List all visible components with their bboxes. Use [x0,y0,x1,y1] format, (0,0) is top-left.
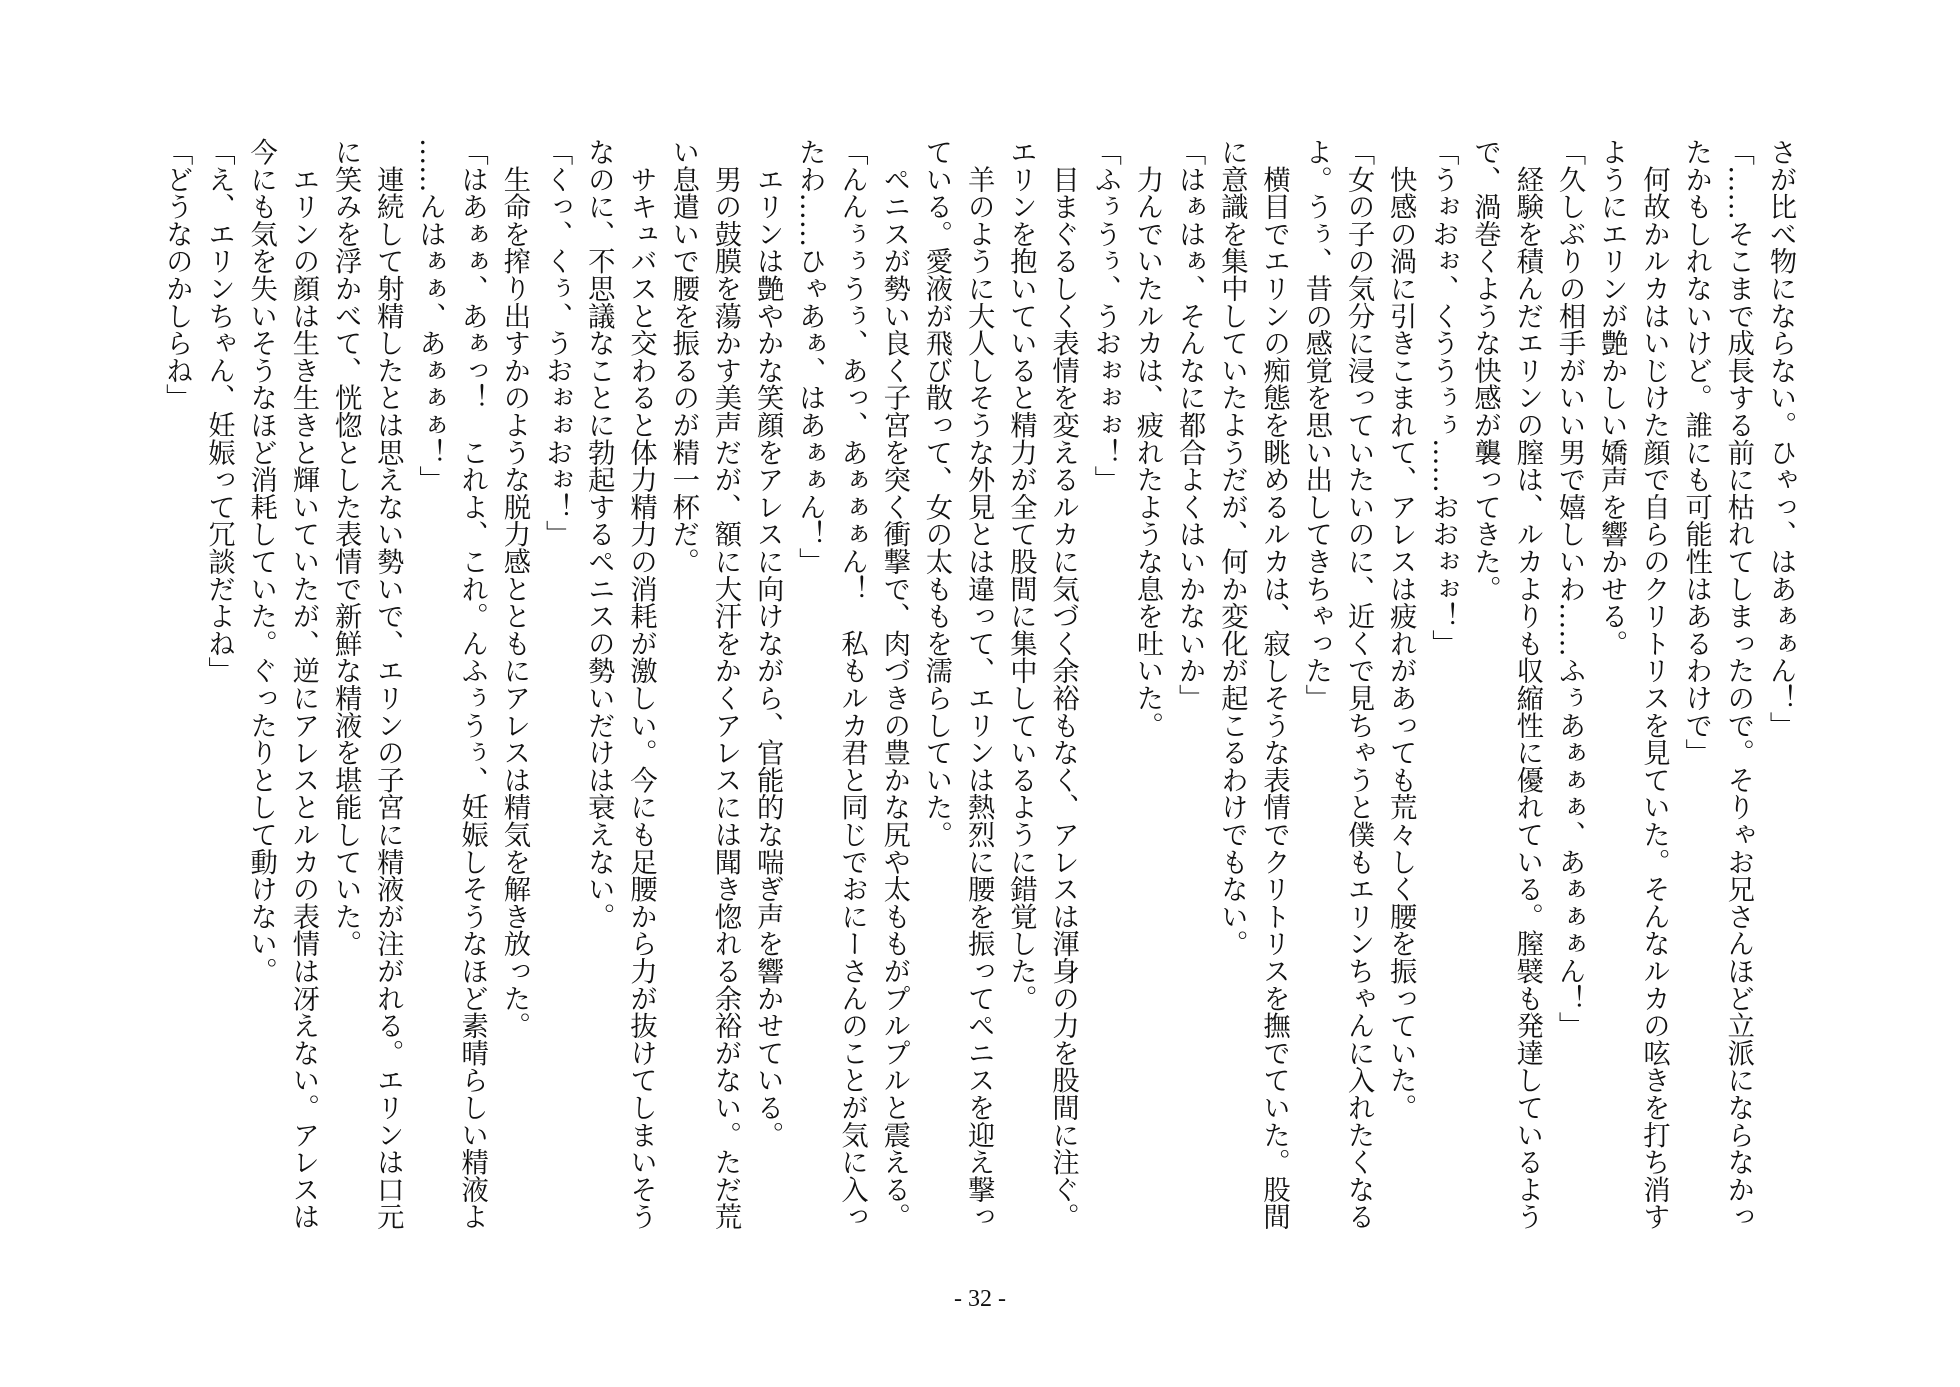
text-line: 快感の渦に引きこまれて、アレスは疲れがあっても荒々しく腰を振っていた。 [1385,138,1417,1121]
text-line: 今にも気を失いそうなほど消耗していた。ぐったりとして動けない。 [245,138,277,985]
page-number: - 32 - [954,1286,1006,1312]
text-line: 「ふぅうぅ、うおぉぉぉ！」 [1089,138,1121,493]
text-line: ……んはぁぁ、あぁぁぁ！」 [414,138,446,493]
text-line: エリンの顔は生き生きと輝いていたが、逆にアレスとルカの表情は冴えない。アレスは [287,138,319,1230]
text-line: よ。うぅ、昔の感覚を思い出してきちゃった」 [1300,138,1332,712]
text-line: 連続して射精したとは思えない勢いで、エリンの子宮に精液が注がれる。エリンは口元 [372,138,404,1230]
text-line: ペニスが勢い良く子宮を突く衝撃で、肉づきの豊かな尻や太ももがプルプルと震える。 [878,138,910,1230]
text-line: エリンを抱いていると精力が全て股間に集中しているように錯覚した。 [1005,138,1037,1012]
text-line: 何故かルカはいじけた顔で自らのクリトリスを見ていた。そんなルカの呟きを打ち消す [1638,138,1670,1230]
text-line: 力んでいたルカは、疲れたような息を吐いた。 [1131,138,1163,739]
text-line: で、渦巻くような快感が襲ってきた。 [1469,138,1501,603]
text-line: たわ……ひゃあぁ、はあぁぁん！」 [794,138,826,575]
text-line: に笑みを浮かべて、恍惚とした表情で新鮮な精液を堪能していた。 [330,138,362,957]
text-line: 「久しぶりの相手がいい男で嬉しいわ……ふぅあぁぁぁ、あぁぁぁん！」 [1553,138,1585,1039]
text-line: い息遣いで腰を振るのが精一杯だ。 [667,138,699,575]
text-line: 「くっ、くぅ、うおぉぉおぉ！」 [541,138,573,548]
text-line: さが比べ物にならない。ひゃっ、はあぁぁん！」 [1765,138,1796,739]
text-line: 「どうなのかしらね」 [161,138,193,411]
text-line: 目まぐるしく表情を変えるルカに気づく余裕もなく、アレスは渾身の力を股間に注ぐ。 [1047,138,1079,1230]
text-line: 経験を積んだエリンの膣は、ルカよりも収縮性に優れている。膣襞も発達しているよう [1511,138,1543,1230]
text-line: 男の鼓膜を蕩かす美声だが、額に大汗をかくアレスには聞き惚れる余裕がない。ただ荒 [709,138,741,1230]
text-line: 「んんぅぅうぅ、あっ、あぁぁぁん！ 私もルカ君と同じでおにーさんのことが気に入っ [836,138,868,1230]
text-line: 羊のように大人しそうな外見とは違って、エリンは熱烈に腰を振ってペニスを迎え撃っ [963,138,995,1230]
text-line: 横目でエリンの痴態を眺めるルカは、寂しそうな表情でクリトリスを撫でていた。股間 [1258,138,1290,1230]
text-line: ようにエリンが艶かしい嬌声を響かせる。 [1596,138,1628,657]
text-line: 生命を搾り出すかのような脱力感とともにアレスは精気を解き放った。 [498,138,530,1039]
text-line: 「え、エリンちゃん、妊娠って冗談だよね」 [203,138,235,684]
text-line: 「はぁはぁ、そんなに都合よくはいかないか」 [1174,138,1206,712]
text-line: ている。愛液が飛び散って、女の太ももを濡らしていた。 [920,138,952,848]
text-line: 「はあぁぁ、あぁっ！ これよ、これ。んふぅうぅ、妊娠しそうなほど素晴らしい精液よ [456,138,488,1230]
text-line: サキュバスと交わると体力精力の消耗が激しい。今にも足腰から力が抜けてしまいそう [625,138,657,1230]
text-line: なのに、不思議なことに勃起するペニスの勢いだけは衰えない。 [583,138,615,930]
text-line: たかもしれないけど。誰にも可能性はあるわけで」 [1680,138,1712,766]
text-line: 「……そこまで成長する前に枯れてしまったので。そりゃお兄さんほど立派にならなかっ [1722,138,1754,1230]
text-line: エリンは艶やかな笑顔をアレスに向けながら、官能的な喘ぎ声を響かせている。 [752,138,784,1149]
text-line: 「女の子の気分に浸っていたいのに、近くで見ちゃうと僕もエリンちゃんに入れたくなる [1342,138,1374,1230]
text-line: に意識を集中していたようだが、何か変化が起こるわけでもない。 [1216,138,1248,957]
vertical-body-text [155,138,1801,1248]
text-line: 「うぉおぉ、くううぅぅ……おおぉぉ！」 [1427,138,1459,657]
